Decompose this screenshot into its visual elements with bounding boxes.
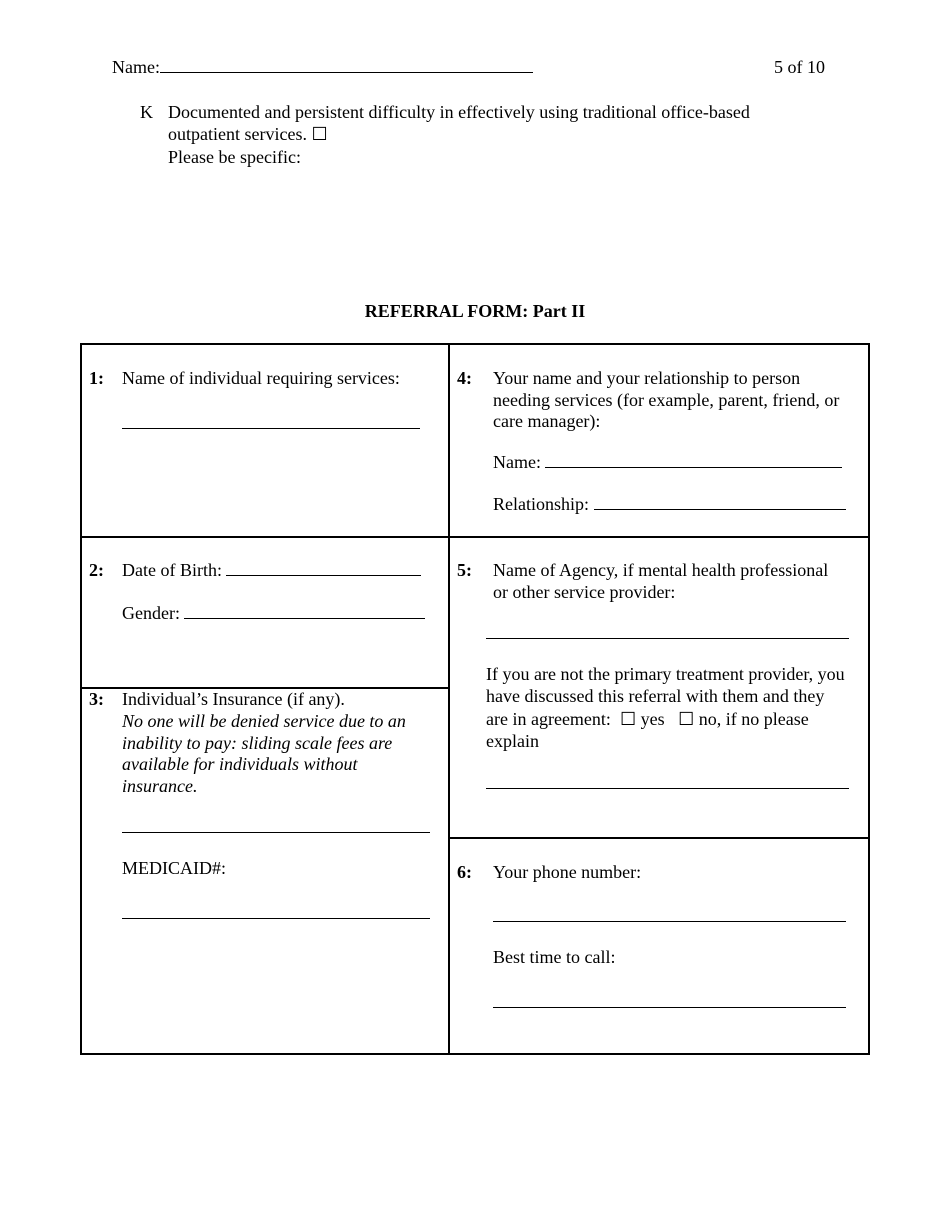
explain-answer-line[interactable] xyxy=(486,788,849,789)
medicaid-answer-line[interactable] xyxy=(122,918,430,919)
section3-note-line3: available for individuals without xyxy=(122,754,358,774)
section5-line2: or other service provider: xyxy=(493,582,676,602)
section3-note-line1: No one will be denied service due to an xyxy=(122,711,406,731)
gender-field[interactable] xyxy=(122,602,425,624)
item-k-checkbox[interactable]: ☐ xyxy=(311,124,328,144)
phone-answer-line[interactable] xyxy=(493,921,846,922)
dob-line[interactable] xyxy=(226,561,421,576)
section4-number: 4: xyxy=(457,368,472,388)
section5-para-line4: explain xyxy=(486,731,539,751)
table-top-border xyxy=(80,343,870,345)
agreement-row xyxy=(486,708,809,730)
yes-checkbox[interactable]: ☐ xyxy=(619,709,637,729)
section3-number: 3: xyxy=(89,689,104,709)
medicaid-label: MEDICAID#: xyxy=(122,858,226,878)
section2-number: 2: xyxy=(89,560,104,580)
dob-field[interactable] xyxy=(122,559,421,581)
table-left-border xyxy=(80,343,82,1055)
item-k-line2: outpatient services. xyxy=(168,124,307,144)
item-k-letter: K xyxy=(140,102,153,122)
section4-line1: Your name and your relationship to person xyxy=(493,368,801,388)
row-divider-1 xyxy=(80,536,870,538)
gender-label: Gender: xyxy=(122,603,180,623)
section5-para-line3: are in agreement: xyxy=(486,709,611,729)
phone-label: Your phone number: xyxy=(493,862,642,882)
no-label: no, if no please xyxy=(698,709,809,729)
yes-label: yes xyxy=(640,709,665,729)
insurance-answer-line[interactable] xyxy=(122,832,430,833)
section1-label: Name of individual requiring services: xyxy=(122,368,400,388)
gender-line[interactable] xyxy=(184,604,425,619)
referrer-name-line[interactable] xyxy=(545,453,842,468)
section5-number: 5: xyxy=(457,560,472,580)
relationship-field[interactable] xyxy=(493,493,846,515)
item-k-line2-wrap xyxy=(168,123,328,145)
item-k-line1: Documented and persistent difficulty in effectively using traditional office-based xyxy=(168,102,750,122)
item-k-line3: Please be specific: xyxy=(168,147,301,167)
page-indicator: 5 of 10 xyxy=(774,57,825,77)
section1-answer-line[interactable] xyxy=(122,428,420,429)
referrer-name-field[interactable] xyxy=(493,451,842,473)
section5-line1: Name of Agency, if mental health professional xyxy=(493,560,829,580)
relationship-line[interactable] xyxy=(594,495,846,510)
section5-para-line2: have discussed this referral with them and they xyxy=(486,686,825,706)
referrer-name-label: Name: xyxy=(493,452,541,472)
section5-para-line1: If you are not the primary treatment provider, you xyxy=(486,664,845,684)
name-field[interactable] xyxy=(112,56,533,78)
section3-note-line2: inability to pay: sliding scale fees are xyxy=(122,733,393,753)
section6-number: 6: xyxy=(457,862,472,882)
table-bottom-border xyxy=(80,1053,870,1055)
name-label: Name: xyxy=(112,57,160,77)
table-right-border xyxy=(868,343,870,1055)
best-time-answer-line[interactable] xyxy=(493,1007,846,1008)
section3-label: Individual’s Insurance (if any). xyxy=(122,689,345,709)
form-title: REFERRAL FORM: Part II xyxy=(364,301,586,321)
section3-note-line4: insurance. xyxy=(122,776,198,796)
no-checkbox[interactable]: ☐ xyxy=(678,709,695,729)
section4-line3: care manager): xyxy=(493,411,601,431)
agency-answer-line[interactable] xyxy=(486,638,849,639)
section4-line2: needing services (for example, parent, friend, or xyxy=(493,390,840,410)
dob-label: Date of Birth: xyxy=(122,560,222,580)
relationship-label: Relationship: xyxy=(493,494,589,514)
table-center-divider xyxy=(448,343,450,1055)
section1-number: 1: xyxy=(89,368,104,388)
best-time-label: Best time to call: xyxy=(493,947,616,967)
right-divider-2 xyxy=(448,837,870,839)
name-line[interactable] xyxy=(160,58,533,73)
